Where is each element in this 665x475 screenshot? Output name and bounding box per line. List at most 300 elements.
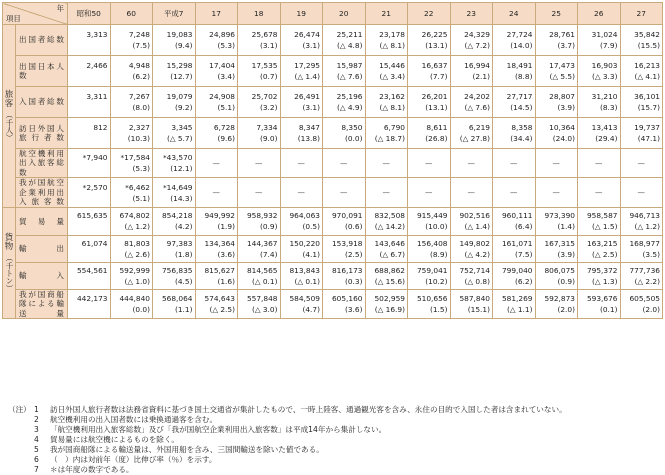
table-cell [620, 87, 663, 118]
table-cell-dash: — [238, 149, 281, 178]
table-cell [238, 235, 281, 262]
cell-percent-change [70, 71, 108, 82]
table-cell [450, 235, 493, 262]
cell-percent-change: (3.7) [557, 41, 575, 50]
table-cell [195, 118, 238, 149]
cell-percent-change: (8.3) [599, 103, 618, 112]
cell-percent-change [70, 163, 108, 174]
cell-percent-change: (34.4) [510, 134, 533, 143]
cell-percent-change: (△ 4.1) [634, 72, 660, 81]
cell-percent-change: (△ 1.2) [124, 222, 150, 232]
note-head [8, 425, 34, 435]
table-cell [535, 262, 578, 289]
cell-percent-change: (△ 3.4) [379, 72, 405, 81]
note-text: 訪日外国人旅行者数は法務省資料に基づき国土交通省が集計したもので、一時上陸客、通過観光客を含み、永住の目的で入国した者は含まれていない。 [50, 405, 567, 414]
cell-percent-change [70, 40, 108, 51]
table-cell [578, 87, 621, 118]
table-cell [493, 25, 536, 56]
cell-percent-change: (7.7) [429, 72, 448, 81]
table-cell [238, 289, 281, 318]
cell-value: 163,215 [586, 238, 618, 248]
table-cell [110, 178, 153, 207]
cell-percent-change: (△ 8.1) [379, 103, 405, 112]
table-cell-dash: — [620, 149, 663, 178]
cell-percent-change: (8.0) [132, 103, 150, 112]
cell-value: 584,509 [289, 294, 320, 304]
note-number: 6 [34, 455, 39, 464]
cell-percent-change: (7.9) [599, 41, 618, 50]
cell-percent-change: (△ 3.3) [591, 72, 618, 81]
table-cell [450, 118, 493, 149]
cell-value: 26,474 [294, 30, 320, 39]
cell-percent-change: (△ 27.8) [459, 134, 490, 143]
cell-value: 16,213 [634, 61, 660, 70]
table-cell-dash: — [493, 178, 536, 207]
note-head: （注） [8, 405, 31, 414]
cell-percent-change: (△ 5.7) [166, 134, 193, 143]
group-cargo [3, 207, 16, 318]
year-header: 25 [535, 3, 578, 25]
cell-value: *7,940 [82, 153, 108, 163]
table-cell [110, 87, 153, 118]
table-cell [110, 56, 153, 87]
cell-value: 4,948 [128, 61, 150, 70]
table-cell [365, 25, 408, 56]
cell-value: 10,364 [549, 123, 575, 132]
cell-percent-change: (△ 1.5) [591, 222, 618, 232]
cell-value: 15,298 [166, 61, 193, 70]
table-cell [280, 262, 323, 289]
year-header: 17 [195, 3, 238, 25]
cell-percent-change: (3.4) [217, 72, 235, 81]
table-cell [195, 56, 238, 87]
group-label-char: 物 [4, 242, 14, 253]
cell-percent-change: (△ 15.6) [374, 276, 405, 286]
table-cell-dash: — [238, 178, 281, 207]
table-cell [535, 56, 578, 87]
cell-percent-change: (14.0) [510, 41, 533, 50]
cell-percent-change: (10.3) [127, 134, 150, 143]
cell-value: 756,835 [161, 265, 193, 275]
cell-value: 605,160 [331, 294, 363, 304]
note-text: ＊は年度の数字である。 [50, 465, 134, 474]
cell-value: 149,802 [459, 238, 490, 248]
cell-value: 26,201 [421, 92, 448, 101]
cell-percent-change: (9.6) [217, 134, 235, 143]
table-cell [280, 56, 323, 87]
cell-percent-change: (9.2) [174, 103, 193, 112]
table-cell [153, 149, 196, 178]
table-cell-dash: — [535, 149, 578, 178]
cell-percent-change: (4.1) [302, 249, 320, 259]
table-cell [620, 56, 663, 87]
cell-value: 25,211 [336, 30, 363, 39]
table-cell [110, 207, 153, 235]
table-cell [408, 207, 451, 235]
table-cell [153, 25, 196, 56]
table-cell [365, 118, 408, 149]
table-cell [238, 207, 281, 235]
table-cell [408, 262, 451, 289]
cell-value: 16,994 [464, 61, 490, 70]
cell-value: 752,714 [459, 265, 490, 275]
cell-value: 2,466 [86, 61, 108, 70]
cell-value: 150,220 [289, 238, 320, 248]
cell-value: 813,843 [289, 265, 320, 275]
table-cell [535, 235, 578, 262]
cell-percent-change: (△ 1.4) [464, 222, 490, 232]
cell-percent-change: (△ 1.1) [506, 305, 533, 315]
table-cell [493, 87, 536, 118]
group-label-char: （千人） [4, 110, 14, 142]
cell-percent-change [70, 276, 108, 287]
table-cell [365, 235, 408, 262]
cell-value: 23,162 [379, 92, 405, 101]
cell-percent-change: (15.5) [637, 41, 660, 50]
cell-percent-change: (13.1) [425, 103, 448, 112]
cell-value: 25,196 [336, 92, 363, 101]
table-cell [578, 207, 621, 235]
cell-percent-change: (8.8) [514, 72, 533, 81]
cell-value: 812 [93, 123, 108, 132]
table-cell [195, 262, 238, 289]
cell-value: 6,728 [213, 123, 235, 132]
row-label: 訪日外国人旅行者数 [16, 118, 68, 149]
cell-value: *17,584 [120, 153, 150, 163]
table-cell [153, 87, 196, 118]
cell-value: 17,404 [209, 61, 235, 70]
cell-value: 27,717 [506, 92, 533, 101]
cell-percent-change: (12.7) [170, 72, 193, 81]
table-cell [323, 118, 366, 149]
note-number: 4 [34, 435, 39, 444]
cell-value: 3,345 [171, 123, 193, 132]
cell-value: 510,656 [416, 294, 448, 304]
cell-percent-change: (14.5) [510, 103, 533, 112]
row-label: 入国者総数 [16, 87, 68, 118]
year-header: 27 [620, 3, 663, 25]
cell-percent-change: (5.1) [217, 103, 235, 112]
table-cell [195, 207, 238, 235]
table-cell [450, 87, 493, 118]
cell-value: 3,313 [86, 30, 108, 39]
year-header: 平成7 [153, 3, 196, 25]
table-cell [535, 25, 578, 56]
table-cell [323, 56, 366, 87]
table-cell [450, 207, 493, 235]
cell-value: 26,225 [421, 30, 448, 39]
year-header: 昭和50 [68, 3, 111, 25]
cell-value: 19,083 [166, 30, 193, 39]
cell-percent-change: (0.9) [259, 222, 278, 232]
cell-value: 144,367 [246, 238, 278, 248]
table-cell [68, 262, 111, 289]
cell-percent-change: (2.5) [344, 249, 363, 259]
corner-header [3, 3, 68, 25]
cell-percent-change: (3.2) [259, 103, 278, 112]
cell-value: 799,040 [501, 265, 533, 275]
row-label: 我が国商船隊による輸送量 [16, 289, 68, 318]
cell-percent-change: (△ 1.3) [591, 276, 618, 286]
cell-value: 167,315 [544, 238, 575, 248]
cell-percent-change: (1.8) [174, 249, 193, 259]
table-cell [238, 56, 281, 87]
cell-value: 502,959 [374, 294, 405, 304]
cell-percent-change: (1.1) [174, 305, 193, 315]
cell-value: *6,462 [125, 182, 150, 192]
table-cell-dash: — [408, 149, 451, 178]
table-cell [620, 262, 663, 289]
year-header: 18 [238, 3, 281, 25]
cell-percent-change: (△ 1.0) [124, 276, 150, 286]
cell-value: 17,295 [294, 61, 320, 70]
table-cell-dash: — [195, 149, 238, 178]
row-label: 出国日本人数 [16, 56, 68, 87]
table-cell [68, 25, 111, 56]
cell-percent-change: (24.0) [552, 134, 575, 143]
table-cell [493, 235, 536, 262]
year-header: 24 [493, 3, 536, 25]
table-cell [68, 118, 111, 149]
table-cell-dash: — [195, 178, 238, 207]
cell-value: 949,992 [204, 211, 235, 221]
table-cell [238, 87, 281, 118]
table-cell [493, 262, 536, 289]
table-cell [110, 262, 153, 289]
cell-percent-change: (2.1) [472, 72, 490, 81]
cell-percent-change: (13.8) [297, 134, 320, 143]
cell-value: 8,611 [426, 123, 448, 132]
cell-percent-change: (△ 2.6) [124, 249, 150, 259]
table-row [3, 149, 663, 178]
cell-percent-change: (7.4) [259, 249, 278, 259]
cell-value: 24,908 [209, 92, 235, 101]
cell-value: 6,219 [468, 123, 490, 132]
cell-value: 568,064 [161, 294, 193, 304]
cell-percent-change: (△ 0.8) [464, 276, 490, 286]
cell-percent-change: (13.1) [425, 41, 448, 50]
table-cell [110, 25, 153, 56]
table-cell [535, 207, 578, 235]
cell-value: 134,364 [204, 238, 235, 248]
cell-percent-change: (△ 4.8) [336, 41, 363, 50]
cell-value: 795,372 [586, 265, 618, 275]
cell-value: 587,840 [459, 294, 490, 304]
cell-percent-change: (5.3) [217, 41, 235, 50]
cell-percent-change: (15.1) [467, 305, 490, 315]
cell-value: 902,516 [459, 211, 490, 221]
cell-value: 442,173 [76, 294, 108, 304]
cell-percent-change: (14.3) [170, 193, 193, 203]
cell-percent-change: (26.8) [425, 134, 448, 143]
cell-value: 674,802 [119, 211, 150, 221]
cell-percent-change: (△ 8.1) [379, 41, 405, 50]
cell-value: 3,311 [86, 92, 108, 101]
cell-value: 24,329 [464, 30, 490, 39]
cell-value: 7,267 [128, 92, 150, 101]
table-cell [195, 87, 238, 118]
table-cell [323, 289, 366, 318]
note-text: 「航空機利用出入旅客総数」及び「我が国航空企業利用出入旅客数」は平成14年から集計しない。 [50, 425, 387, 434]
cell-percent-change: (3.1) [259, 41, 278, 50]
table-cell [365, 87, 408, 118]
cell-percent-change: (△ 5.5) [549, 72, 575, 81]
table-cell [365, 56, 408, 87]
note-number: 1 [34, 405, 39, 414]
cell-value: 574,643 [204, 294, 235, 304]
cell-percent-change: (7.5) [514, 249, 533, 259]
table-cell-dash: — [365, 149, 408, 178]
cell-percent-change: (9.4) [174, 41, 193, 50]
table-cell [620, 118, 663, 149]
cell-value: 6,790 [383, 123, 405, 132]
year-header: 22 [408, 3, 451, 25]
cell-value: 688,862 [374, 265, 405, 275]
note-text: 貿易量には航空機によるものを除く。 [50, 435, 179, 444]
table-cell [280, 207, 323, 235]
table-cell [578, 56, 621, 87]
table-cell [280, 118, 323, 149]
statistics-table [2, 2, 663, 319]
table-cell [110, 149, 153, 178]
table-cell [535, 118, 578, 149]
table-cell [493, 207, 536, 235]
note-number: 2 [34, 415, 39, 424]
note-head [8, 435, 34, 445]
note-number: 5 [34, 445, 39, 454]
cell-percent-change: (△ 7.6) [464, 103, 490, 112]
cell-value: 964,063 [289, 211, 320, 221]
table-cell [408, 87, 451, 118]
table-cell-dash: — [450, 178, 493, 207]
table-row [3, 87, 663, 118]
table-cell [620, 207, 663, 235]
table-cell [238, 118, 281, 149]
note-item [8, 445, 658, 455]
note-number: 7 [34, 465, 39, 474]
cell-value: 2,327 [128, 123, 150, 132]
cell-value: 444,840 [119, 294, 150, 304]
table-cell [535, 87, 578, 118]
cell-percent-change: (△ 6.7) [379, 249, 405, 259]
table-cell [535, 289, 578, 318]
cell-percent-change: (3.6) [217, 249, 235, 259]
table-cell [280, 289, 323, 318]
table-cell [578, 235, 621, 262]
cell-value: 15,446 [379, 61, 405, 70]
table-cell [68, 56, 111, 87]
cell-value: 958,932 [246, 211, 278, 221]
corner-item-label: 項目 [6, 13, 21, 23]
table-cell [68, 289, 111, 318]
cell-value: 61,074 [81, 238, 108, 248]
cell-value: 593,676 [586, 294, 618, 304]
table-row [3, 178, 663, 207]
table-cell [110, 235, 153, 262]
cell-percent-change: (△ 1.2) [634, 222, 660, 232]
cell-value: 23,178 [379, 30, 405, 39]
cell-value: 25,702 [251, 92, 278, 101]
table-row [3, 262, 663, 289]
table-cell [450, 56, 493, 87]
cell-percent-change: (△ 16.9) [374, 305, 405, 315]
cell-value: 31,024 [591, 30, 618, 39]
table-cell-dash: — [578, 149, 621, 178]
cell-value: 31,210 [591, 92, 618, 101]
cell-value: *43,570 [162, 153, 193, 163]
cell-value: 7,248 [128, 30, 150, 39]
table-cell [153, 289, 196, 318]
table-cell [365, 262, 408, 289]
year-header: 20 [323, 3, 366, 25]
cell-value: 35,842 [634, 30, 660, 39]
cell-value: 581,269 [501, 294, 533, 304]
cell-value: 143,646 [374, 238, 405, 248]
cell-percent-change: (0.0) [132, 305, 150, 315]
table-cell-dash: — [365, 178, 408, 207]
cell-percent-change: (△ 4.9) [336, 103, 363, 112]
cell-percent-change: (△ 2.2) [634, 276, 660, 286]
table-cell-dash: — [323, 149, 366, 178]
cell-percent-change: (5.1) [132, 193, 150, 203]
table-cell [153, 207, 196, 235]
cell-percent-change: (7.5) [132, 41, 150, 50]
notes-section [8, 405, 658, 475]
cell-percent-change: (△ 7.6) [336, 72, 363, 81]
table-cell [323, 207, 366, 235]
cell-value: 960,111 [501, 211, 533, 221]
table-cell [323, 25, 366, 56]
cell-percent-change: (6.2) [132, 72, 150, 81]
cell-value: 24,202 [464, 92, 490, 101]
note-text: （ ）内は対前年（度）比伸び率（％）を示す。 [50, 455, 217, 464]
cell-percent-change: (10.2) [425, 276, 448, 286]
cell-value: 592,999 [119, 265, 150, 275]
table-cell [578, 289, 621, 318]
table-body [3, 25, 663, 319]
year-header: 23 [450, 3, 493, 25]
table-cell [450, 25, 493, 56]
cell-value: 153,918 [331, 238, 363, 248]
cell-percent-change: (29.4) [595, 134, 618, 143]
cell-value: 17,535 [251, 61, 278, 70]
table-cell [620, 235, 663, 262]
cell-value: 15,987 [336, 61, 363, 70]
cell-percent-change: (0.1) [599, 305, 618, 315]
table-cell-dash: — [535, 178, 578, 207]
cell-value: 27,724 [506, 30, 533, 39]
table-cell [365, 289, 408, 318]
table-cell [238, 262, 281, 289]
cell-percent-change: (2.0) [557, 305, 575, 315]
table-row [3, 118, 663, 149]
cell-value: 854,218 [161, 211, 193, 221]
cell-value: 25,678 [251, 30, 278, 39]
table-cell [280, 25, 323, 56]
group-label-char: （千トン） [4, 254, 14, 293]
table-cell [195, 235, 238, 262]
cell-value: 81,803 [124, 238, 150, 248]
table-cell-dash: — [280, 149, 323, 178]
cell-percent-change: (12.1) [170, 164, 193, 174]
cell-percent-change: (3.9) [557, 103, 575, 112]
cell-percent-change: (4.2) [174, 222, 193, 232]
table-cell [323, 87, 366, 118]
group-label-char: 旅 [4, 89, 14, 100]
cell-value: 7,334 [256, 123, 278, 132]
cell-percent-change: (2.0) [642, 305, 660, 315]
table-cell [578, 118, 621, 149]
